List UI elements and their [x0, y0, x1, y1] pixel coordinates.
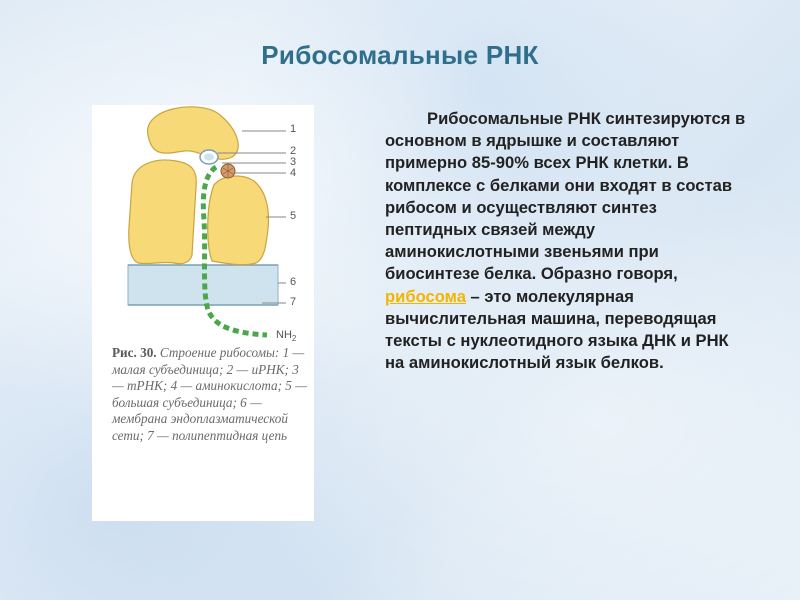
label-4: 4: [290, 167, 297, 179]
figure-caption: [112, 345, 308, 445]
label-3: 3: [290, 156, 297, 168]
slide-title: Рибосомальные РНК: [261, 40, 539, 70]
label-7: 7: [290, 296, 297, 308]
ribosome-diagram: [92, 105, 314, 521]
label-6: 6: [290, 276, 297, 288]
paragraph-before-link: Рибосомальные РНК синтезируются в основном в ядрышке и составляют примерно 85-90% всех РНК клетки. В комплексе с белками они входят в состав рибосом и осуществляют синтез пептидных связей между аминокислотными звеньями при биосинтезе белка. Образно говоря,: [385, 109, 746, 284]
large-subunit-left: [129, 160, 197, 264]
main-paragraph: [385, 108, 750, 374]
label-1: 1: [290, 123, 297, 135]
ribosome-figure: [92, 105, 314, 521]
large-subunit-right: [208, 176, 269, 265]
ribosome-link[interactable]: рибосома: [385, 286, 466, 306]
caption-lead: Рис. 30.: [112, 345, 157, 360]
label-2: 2: [290, 145, 297, 157]
label-nh2: $NH_2$: [276, 329, 297, 344]
small-subunit: [148, 107, 239, 159]
paragraph-after-link: – это молекулярная вычислительная машина, переводящая тексты с нуклеотидного языка ДНК и РНК на аминокислотный язык белков.: [385, 286, 729, 373]
label-5: 5: [290, 210, 297, 222]
caption-text: Строение рибосомы: 1 — малая субъединица; 2 — иРНК; 3 — тРНК; 4 — аминокислота; 5 — большая субъединица; 6 — мембрана эндоплазматической сети; 7 — полипептидная цепь: [112, 345, 307, 443]
